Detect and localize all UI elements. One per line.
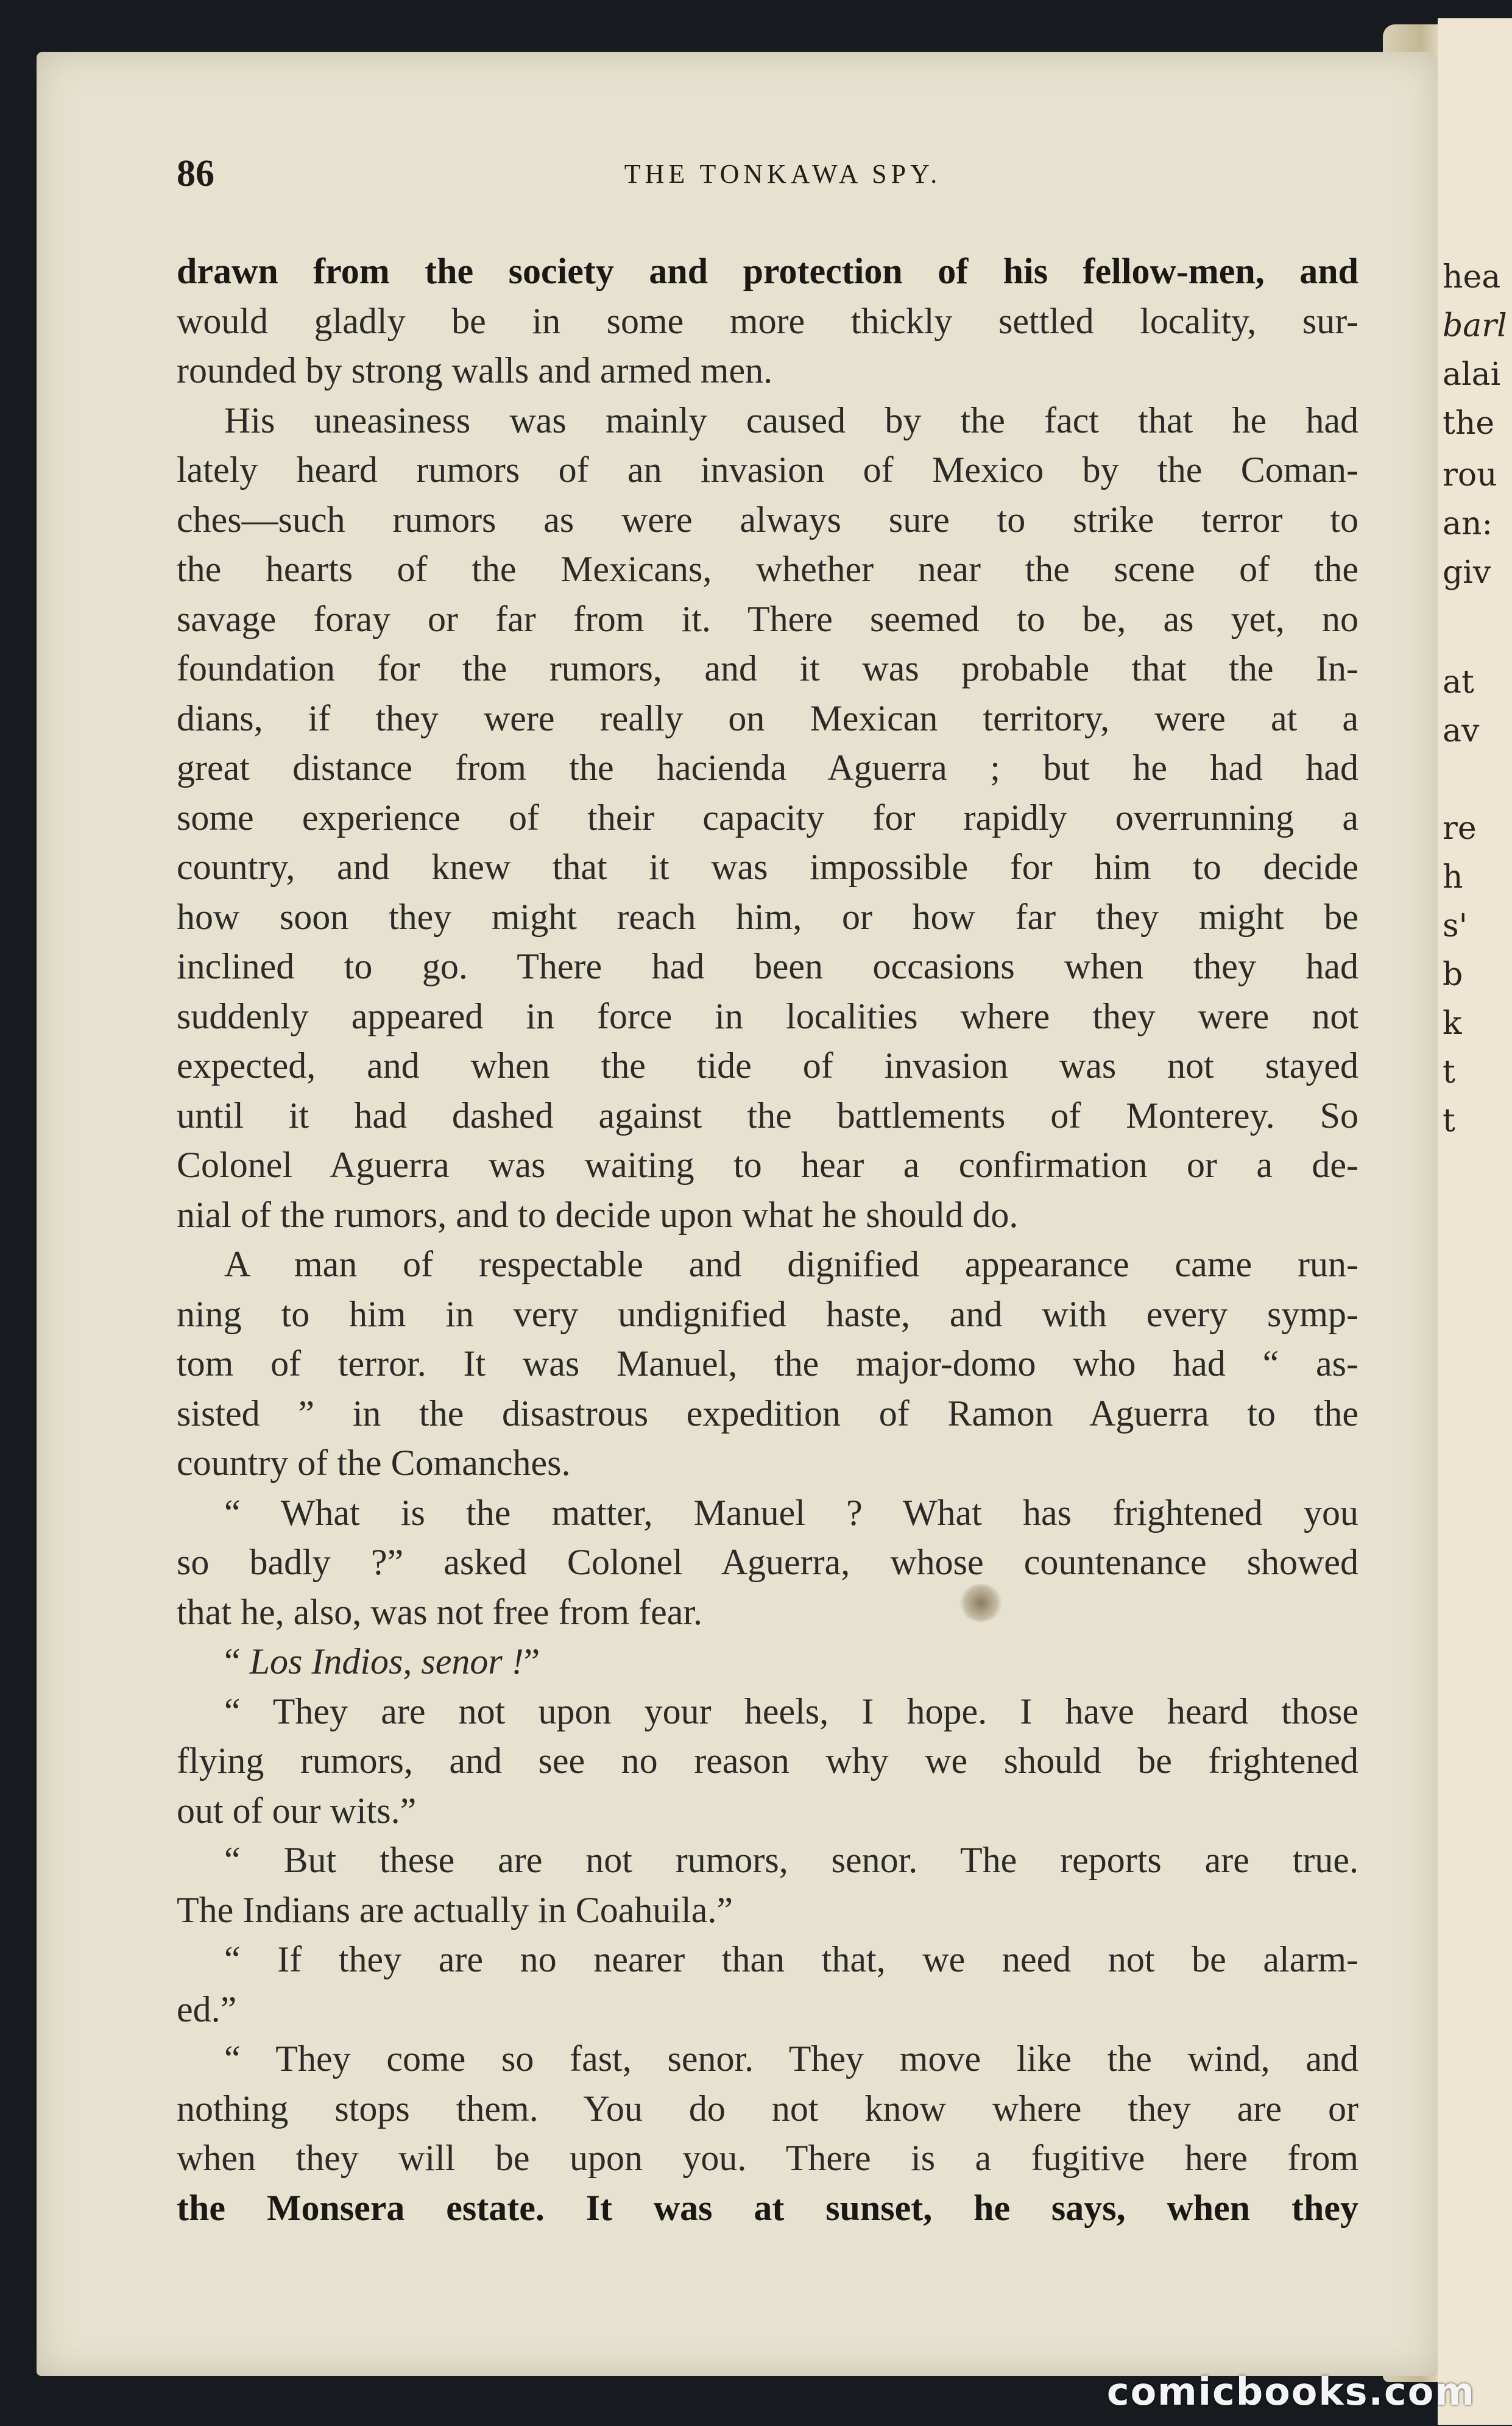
text-line: country, and knew that it was impossible for him to decide: [177, 847, 1358, 887]
text-line: Colonel Aguerra was waiting to hear a confirmation or a de-: [177, 1145, 1358, 1185]
text-line: “ If they are no nearer than that, we need not be alarm-: [224, 1939, 1358, 1979]
facing-page-fragment: s': [1443, 908, 1468, 944]
text-line: ches—such rumors as were always sure to strike terror to: [177, 499, 1358, 540]
text-line: suddenly appeared in force in localities where they were not: [177, 996, 1358, 1036]
text-line: “ They are not upon your heels, I hope. I have heard those: [224, 1691, 1358, 1731]
facing-page-fragment: an:: [1443, 506, 1493, 542]
facing-page-edge: [1438, 18, 1512, 2425]
facing-page-fragment: h: [1443, 859, 1463, 896]
page-number: 86: [177, 153, 214, 194]
facing-page-fragment: alai: [1443, 356, 1501, 393]
facing-page-fragment: b: [1443, 957, 1463, 993]
text-line: tom of terror. It was Manuel, the major-domo who had “ as-: [177, 1343, 1358, 1384]
text-line: [177, 1637, 1358, 1687]
text-line: ning to him in very undignified haste, and with every symp-: [177, 1293, 1358, 1334]
text-line-suffix: ”: [523, 1641, 540, 1682]
text-line: would gladly be in some more thickly settled locality, sur-: [177, 300, 1358, 341]
facing-page-fragment: t: [1443, 1103, 1455, 1139]
facing-page-fragment: barl: [1443, 308, 1507, 344]
text-line: out of our wits.”: [177, 1790, 417, 1831]
facing-page-fragment: k: [1443, 1005, 1462, 1042]
text-line: drawn from the society and protection of his fellow-men, and: [177, 251, 1358, 291]
text-line: The Indians are actually in Coahuila.”: [177, 1889, 733, 1930]
text-line: expected, and when the tide of invasion was not stayed: [177, 1045, 1358, 1086]
text-line: rounded by strong walls and armed men.: [177, 350, 773, 391]
watermark: comicbooks.com: [1106, 2369, 1475, 2414]
facing-page-text: [1438, 18, 1512, 2425]
text-line: “ But these are not rumors, senor. The reports are true.: [224, 1840, 1358, 1880]
italic-phrase: Los Indios, senor !: [249, 1641, 524, 1682]
text-line: His uneasiness was mainly caused by the fact that he had: [224, 400, 1358, 440]
facing-page-fragment: the: [1443, 405, 1495, 442]
text-line: savage foray or far from it. There seemed to be, as yet, no: [177, 598, 1358, 639]
running-title: THE TONKAWA SPY.: [624, 159, 942, 189]
facing-page-fragment: t: [1443, 1054, 1455, 1091]
text-line: some experience of their capacity for rapidly overrunning a: [177, 797, 1358, 838]
text-line-prefix: “: [224, 1641, 250, 1682]
text-line: A man of respectable and dignified appearance came run-: [224, 1244, 1358, 1284]
text-line: that he, also, was not free from fear.: [177, 1591, 702, 1632]
text-line: foundation for the rumors, and it was probable that the In-: [177, 648, 1358, 688]
text-line: so badly ?” asked Colonel Aguerra, whose countenance showed: [177, 1542, 1358, 1582]
facing-page-fragment: rou: [1443, 457, 1497, 493]
text-line: sisted ” in the disastrous expedition of Ramon Aguerra to the: [177, 1393, 1358, 1434]
facing-page-fragment: giv: [1443, 554, 1491, 591]
body-text: [177, 247, 1358, 2233]
text-line: the Monsera estate. It was at sunset, he says, when they: [177, 2187, 1358, 2228]
facing-page-fragment: av: [1443, 713, 1480, 749]
text-line: dians, if they were really on Mexican territory, were at a: [177, 698, 1358, 738]
text-line: lately heard rumors of an invasion of Mexico by the Coman-: [177, 450, 1358, 490]
facing-page-fragment: at: [1443, 664, 1474, 701]
paper-stain: [959, 1584, 1002, 1622]
running-head: [177, 152, 1389, 195]
facing-page-fragment: hea: [1443, 259, 1501, 295]
text-line: until it had dashed against the battlements of Monterey. So: [177, 1095, 1358, 1136]
text-line: country of the Comanches.: [177, 1443, 571, 1483]
text-line: “ What is the matter, Manuel ? What has frightened you: [224, 1492, 1358, 1533]
text-line: ed.”: [177, 1989, 237, 2029]
text-line: flying rumors, and see no reason why we should be frightened: [177, 1741, 1358, 1781]
text-line: inclined to go. There had been occasions when they had: [177, 946, 1358, 986]
text-line: great distance from the hacienda Aguerra ; but he had had: [177, 748, 1358, 788]
text-line: how soon they might reach him, or how far they might be: [177, 896, 1358, 937]
text-line: nothing stops them. You do not know where they are or: [177, 2088, 1358, 2129]
text-line: the hearts of the Mexicans, whether near the scene of the: [177, 549, 1358, 589]
text-line: “ They come so fast, senor. They move like the wind, and: [224, 2039, 1358, 2079]
facing-page-fragment: re: [1443, 810, 1477, 847]
text-line: when they will be upon you. There is a fugitive here from: [177, 2138, 1358, 2178]
text-line: nial of the rumors, and to decide upon what he should do.: [177, 1194, 1019, 1235]
